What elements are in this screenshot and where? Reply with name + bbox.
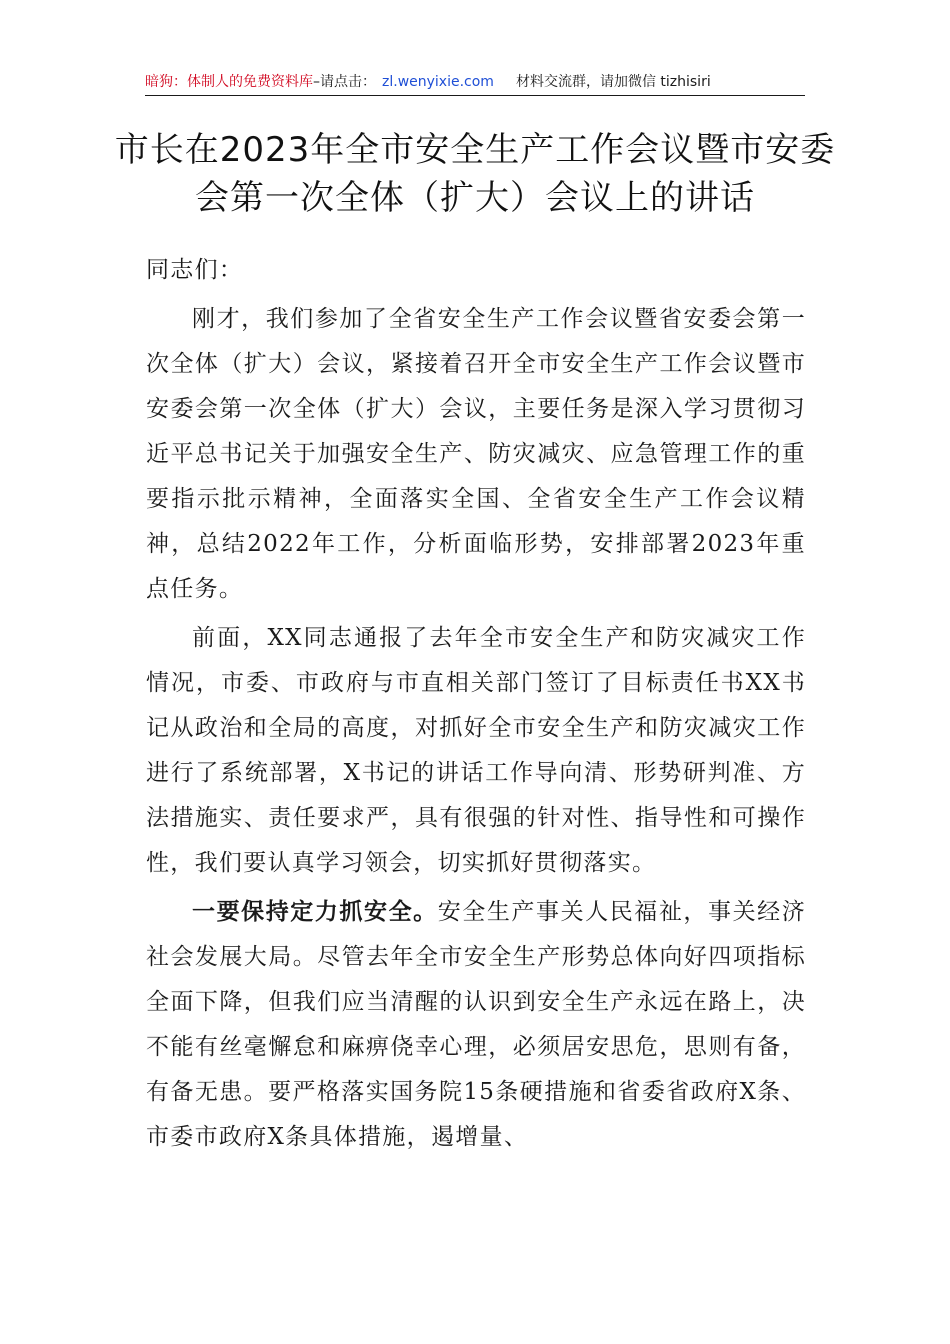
header-divider — [145, 95, 805, 96]
header-contact: 材料交流群，请加微信 tizhisiri — [515, 74, 711, 90]
paragraph-1: 刚才，我们参加了全省安全生产工作会议暨省安委会第一次全体（扩大）会议，紧接着召开全市安全生产工作会议暨市安委会第一次全体（扩大）会议，主要任务是深入学习贯彻习近平总书记关于加强安全生产、防灾减灾、应急管理工作的重要指示批示精神，全面落实全国、全省安全生产工作会议精神，总结2022年工作，分析面临形势，安排部署2023年重点任务。 — [146, 306, 806, 602]
document-body — [146, 248, 806, 1164]
paragraph-3 — [146, 890, 806, 1160]
header-prompt: –请点击： — [313, 74, 376, 90]
document-title: 市长在2023年全市安全生产工作会议暨市安委会第一次全体（扩大）会议上的讲话 — [114, 130, 836, 218]
header-banner — [145, 70, 805, 94]
paragraph-3-body: 安全生产事关人民福祉，事关经济社会发展大局。尽管去年全市安全生产形势总体向好四项指标全面下降，但我们应当清醒的认识到安全生产永远在路上，决不能有丝毫懈怠和麻痹侥幸心理，必须居安思危，思则有备，有备无患。要严格落实国务院15条硬措施和省委省政府X条、市委市政府X条具体措施，遏增量、 — [146, 899, 807, 1150]
greeting: 同志们： — [146, 257, 244, 283]
header-link[interactable]: zl.wenyixie.com — [382, 74, 494, 90]
paragraph-3-lead: 一要保持定力抓安全。 — [192, 899, 438, 925]
paragraph-2: 前面，XX同志通报了去年全市安全生产和防灾减灾工作情况，市委、市政府与市直相关部门签订了目标责任书XX书记从政治和全局的高度，对抓好全市安全生产和防灾减灾工作进行了系统部署，X书记的讲话工作导向清、形势研判准、方法措施实、责任要求严，具有很强的针对性、指导性和可操作性，我们要认真学习领会，切实抓好贯彻落实。 — [146, 625, 806, 876]
header-brand: 暗狗：体制人的免费资料库 — [145, 74, 313, 90]
